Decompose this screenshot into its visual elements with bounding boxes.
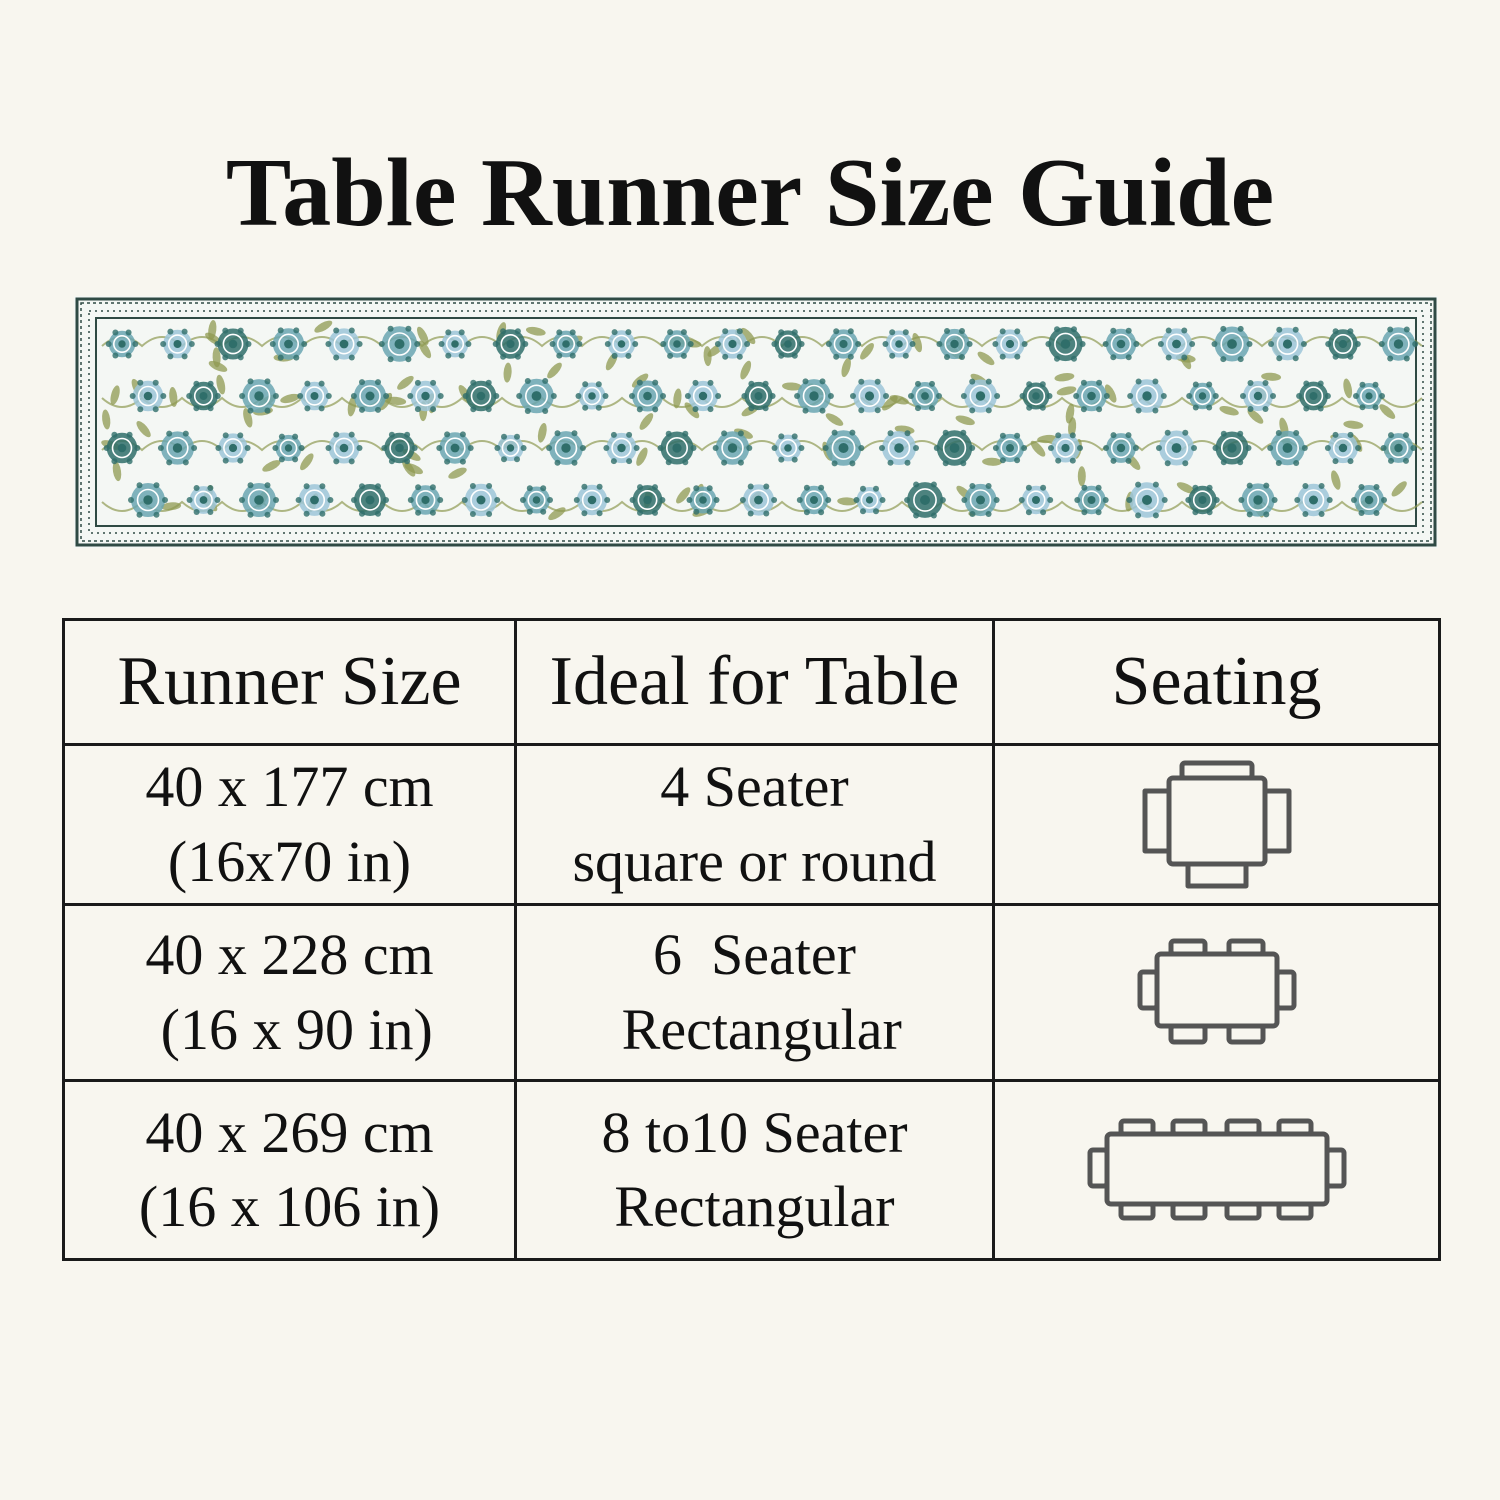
seater-count: 6 Seater — [653, 922, 856, 988]
table-row — [64, 745, 1440, 905]
header-ideal-for-table: Ideal for Table — [516, 620, 994, 745]
size-imperial: (16 x 106 in) — [138, 1174, 441, 1239]
six-seater-rectangular-table-icon — [1137, 938, 1297, 1048]
table-header-row — [64, 620, 1440, 745]
seating-cell — [994, 745, 1440, 905]
table-row — [64, 1081, 1440, 1260]
size-metric: 40 x 269 cm — [145, 1099, 434, 1165]
floral-table-runner-image — [74, 296, 1438, 548]
seating-cell — [994, 905, 1440, 1081]
size-imperial: (16x70 in) — [167, 828, 412, 894]
size-metric: 40 x 177 cm — [145, 754, 434, 820]
header-runner-size: Runner Size — [64, 620, 516, 745]
seater-count: 8 to10 Seater — [601, 1099, 908, 1165]
header-seating: Seating — [994, 620, 1440, 745]
table-shape: Rectangular — [607, 996, 902, 1062]
table-row — [64, 905, 1440, 1081]
seater-count: 4 Seater — [660, 754, 849, 820]
page-title: Table Runner Size Guide — [225, 139, 1275, 247]
size-imperial: (16 x 90 in) — [146, 996, 433, 1062]
table-shape: square or round — [572, 828, 937, 894]
table-shape: Rectangular — [614, 1174, 895, 1239]
size-guide-table — [62, 618, 1441, 1261]
four-seater-square-table-icon — [1142, 760, 1292, 890]
runner-size-cell — [64, 905, 516, 1081]
runner-size-cell — [64, 745, 516, 905]
runner-size-cell — [64, 1081, 516, 1260]
size-metric: 40 x 228 cm — [145, 922, 434, 988]
ten-seater-rectangular-table-icon — [1087, 1118, 1347, 1222]
seating-cell — [994, 1081, 1440, 1260]
ideal-table-cell — [516, 905, 994, 1081]
ideal-table-cell — [516, 1081, 994, 1260]
ideal-table-cell — [516, 745, 994, 905]
